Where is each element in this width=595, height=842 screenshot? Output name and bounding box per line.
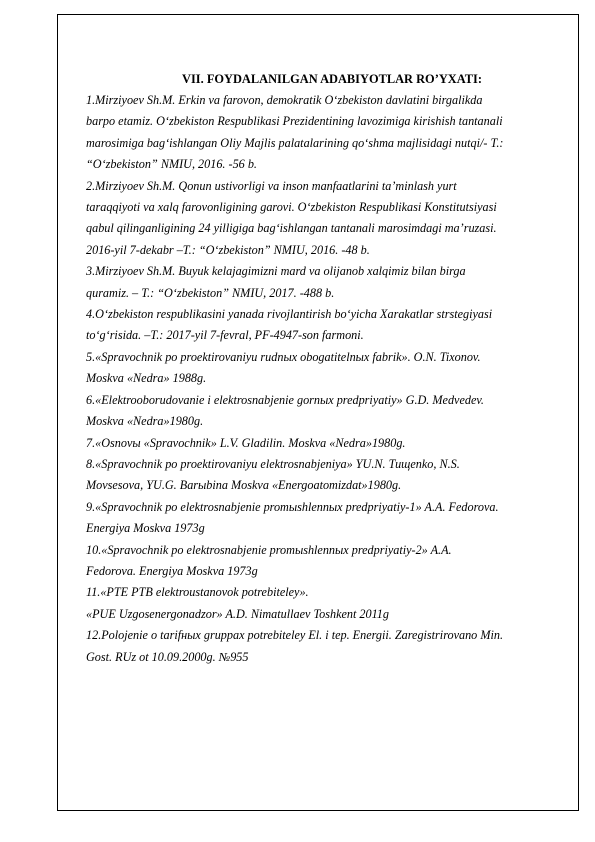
reference-line: Gost. RUz ot 10.09.2000g. №955 xyxy=(86,649,249,664)
reference-line: 1.Mirziyoev Sh.M. Erkin va farovon, demokratik O‘zbekiston davlatini birgalikda xyxy=(86,93,483,107)
reference-line: 10.«Spravochnik po elektrosnabjenie promыshlennых predpriyatiy-2» A.A. xyxy=(86,542,452,557)
reference-line: Moskva «Nedra» 1988g. xyxy=(86,371,207,386)
reference-item-4 xyxy=(86,304,570,347)
reference-line: 5.«Spravochnik po proektirovaniyu rudnых obogatitelnых fabrik». O.N. Tixonov. xyxy=(86,349,481,364)
reference-item-7 xyxy=(86,433,570,454)
reference-line: 2.Mirziyoev Sh.M. Qonun ustivorligi va inson manfaatlarini ta’minlash yurt xyxy=(86,178,457,193)
section-heading: VII. FOYDALANILGAN ADABIYOTLAR RO’YXATI: xyxy=(182,72,482,86)
reference-line: quramiz. – T.: “O‘zbekiston” NMIU, 2017. -488 b. xyxy=(86,285,335,300)
reference-line: 12.Polojenie o tarifных gruppax potrebiteley El. i tep. Energii. Zaregistrirovano Min. xyxy=(86,628,503,643)
reference-item-9 xyxy=(86,497,570,540)
reference-item-1 xyxy=(86,90,570,176)
reference-line: 2016-yil 7-dekabr –T.: “O‘zbekiston” NMIU, 2016. -48 b. xyxy=(86,242,370,257)
reference-item-2 xyxy=(86,176,570,262)
reference-line: Energiya Moskva 1973g xyxy=(86,521,205,536)
reference-item-5 xyxy=(86,347,570,390)
reference-item-3 xyxy=(86,261,570,304)
reference-line: 8.«Spravochnik po proektirovaniyu elektrosnabjeniya» YU.N. Тищenko, N.S. xyxy=(86,456,460,471)
reference-item-10 xyxy=(86,540,570,583)
reference-item-8 xyxy=(86,454,570,497)
reference-line: marosimiga bag‘ishlangan Oliy Majlis palatalarining qo‘shma majlisidagi nutqi/- T.: xyxy=(86,135,504,150)
reference-line: to‘g‘risida. –T.: 2017-yil 7-fevral, PF-4947-son farmoni. xyxy=(86,328,364,343)
reference-line: 7.«Osnovы «Spravochnik» L.V. Gladilin. Moskva «Nedra»1980g. xyxy=(86,435,406,450)
reference-item-11 xyxy=(86,582,570,603)
bibliography-section xyxy=(86,68,570,668)
reference-line: 4.O‘zbekiston respublikasini yanada rivojlantirish bo‘yicha Xarakatlar strstegiyasi xyxy=(86,307,493,322)
reference-line: 11.«PTE PTB elektroustanovok potrebiteley». xyxy=(86,585,309,600)
reference-line: 3.Mirziyoev Sh.M. Buyuk kelajagimizni mard va olijanob xalqimiz bilan birga xyxy=(86,264,466,279)
reference-line: barpo etamiz. O‘zbekiston Respublikasi Prezidentining lavozimiga kirishish tantanali xyxy=(86,114,503,129)
reference-line: Fedorova. Energiya Moskva 1973g xyxy=(86,563,258,578)
reference-line: qabul qilinganligining 24 yilligiga bag‘ishlangan tantanali marosimdagi ma’ruzasi. xyxy=(86,221,497,236)
reference-list xyxy=(86,90,570,668)
reference-line: “O‘zbekiston” NMIU, 2016. -56 b. xyxy=(86,157,257,172)
reference-line: Moskva «Nedra»1980g. xyxy=(86,414,204,429)
reference-item-12 xyxy=(86,625,570,668)
reference-line: Movsesova, YU.G. Barыbina Moskva «Energoatomizdat»1980g. xyxy=(86,478,402,493)
reference-item-11b xyxy=(86,604,570,625)
reference-line: 9.«Spravochnik po elektrosnabjenie promыshlennых predpriyatiy-1» A.A. Fedorova. xyxy=(86,499,499,514)
reference-line: «PUE Uzgosenergonadzor» A.D. Nimatullaev Toshkent 2011g xyxy=(86,606,389,621)
reference-line: taraqqiyoti va xalq farovonligining garovi. O‘zbekiston Respublikasi Konstitutsiyasi xyxy=(86,200,497,215)
reference-item-6 xyxy=(86,390,570,433)
reference-line: 6.«Elektrooborudovanie i elektrosnabjenie gornых predpriyatiy» G.D. Medvedev. xyxy=(86,392,484,407)
